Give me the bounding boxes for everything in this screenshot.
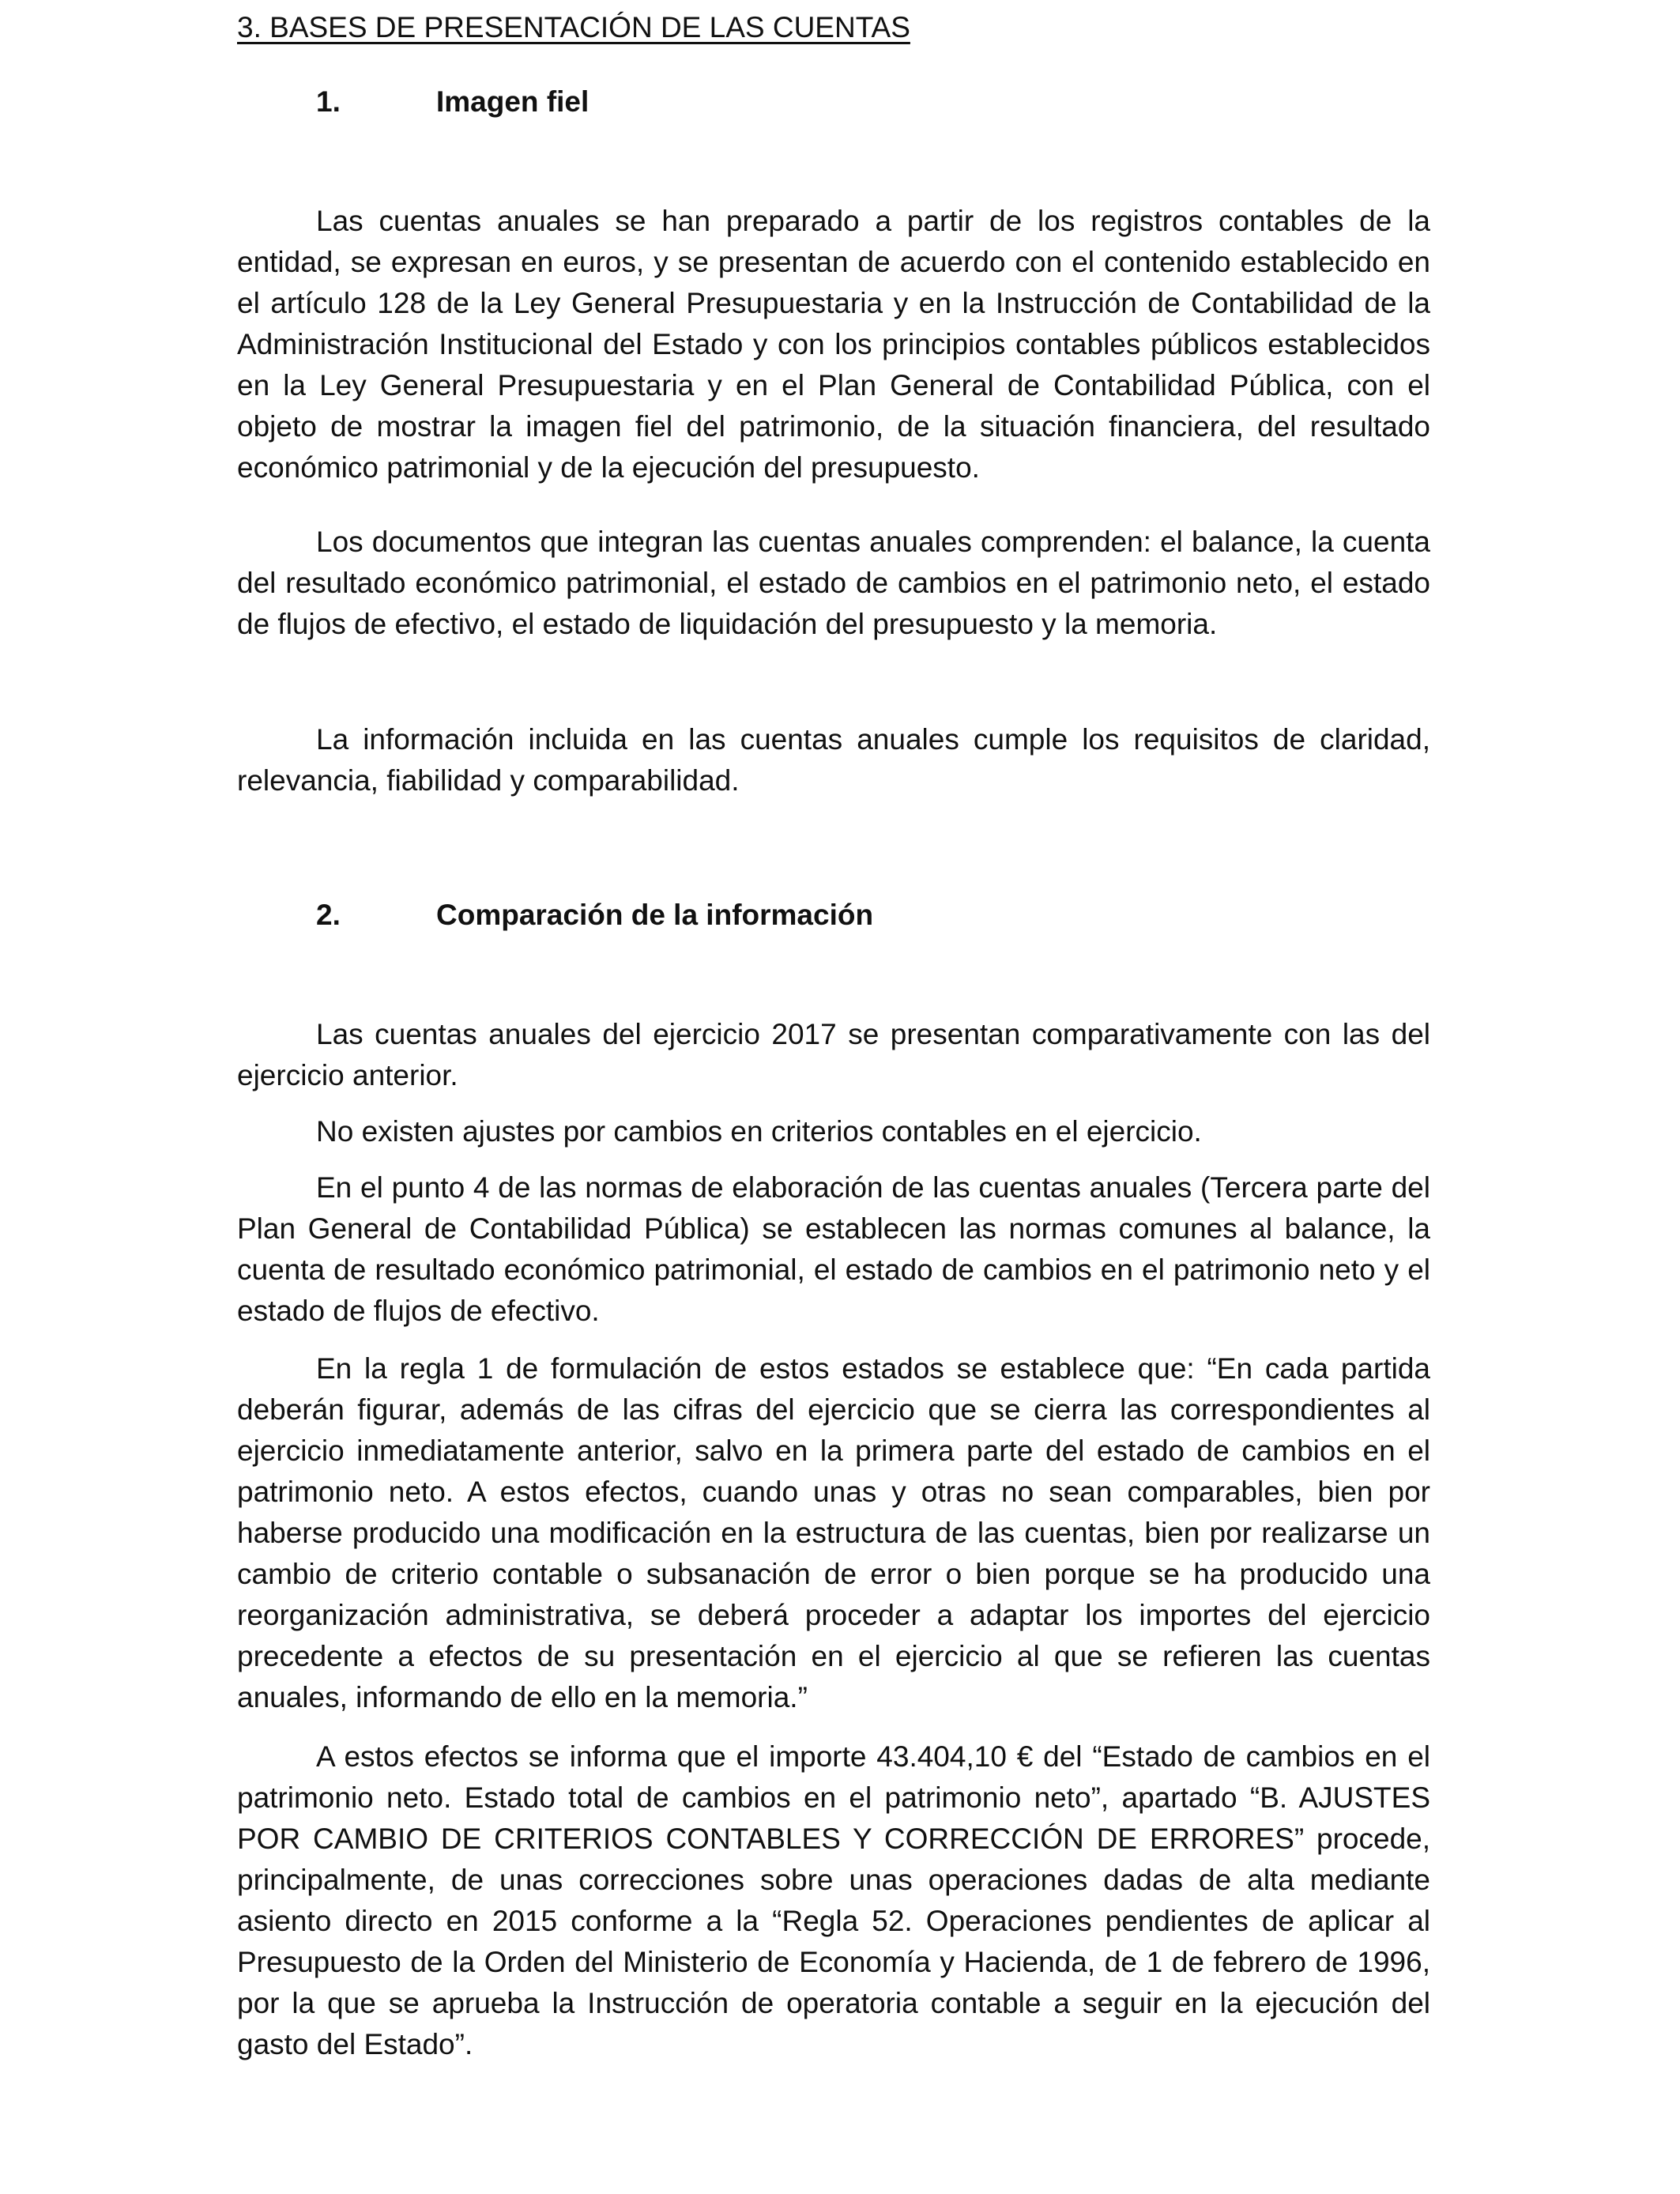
paragraph: No existen ajustes por cambios en criterios contables en el ejercicio. <box>316 1115 1202 1148</box>
paragraph: La información incluida en las cuentas anuales cumple los requisitos de claridad, relevancia, fiabilidad y comparabilidad. <box>237 723 1430 797</box>
main-heading: 3. BASES DE PRESENTACIÓN DE LAS CUENTAS <box>237 11 910 43</box>
section-1-title: Imagen fiel <box>436 85 590 118</box>
section-1-heading <box>316 85 589 119</box>
section-2-heading <box>316 899 873 932</box>
paragraph: A estos efectos se informa que el importe 43.404,10 € del “Estado de cambios en el patrimonio neto. Estado total de cambios en el patrimonio neto”, apartado “B. AJUSTES POR CAMBIO DE CRITERIOS CONTABLES Y CORRECCIÓN DE ERRORES” procede, principalmente, de unas correcciones sobre unas operaciones dadas de alta mediante asiento directo en 2015 conforme a la “Regla 52. Operaciones pendientes de aplicar al Presupuesto de la Orden del Ministerio de Economía y Hacienda, de 1 de febrero de 1996, por la que se aprueba la Instrucción de operatoria contable a seguir en la ejecución del gasto del Estado”. <box>237 1740 1430 2060</box>
paragraph: Las cuentas anuales se han preparado a partir de los registros contables de la entidad, se expresan en euros, y se presentan de acuerdo con el contenido establecido en el artículo 128 de la Ley General Presupuestaria y en la Instrucción de Contabilidad de la Administración Institucional del Estado y con los principios contables públicos establecidos en la Ley General Presupuestaria y en el Plan General de Contabilidad Pública, con el objeto de mostrar la imagen fiel del patrimonio, de la situación financiera, del resultado económico patrimonial y de la ejecución del presupuesto. <box>237 205 1430 484</box>
paragraph: Los documentos que integran las cuentas anuales comprenden: el balance, la cuenta del resultado económico patrimonial, el estado de cambios en el patrimonio neto, el estado de flujos de efectivo, el estado de liquidación del presupuesto y la memoria. <box>237 526 1430 640</box>
section-2-title: Comparación de la información <box>436 899 874 931</box>
paragraph: En el punto 4 de las normas de elaboración de las cuentas anuales (Tercera parte del Plan General de Contabilidad Pública) se establecen las normas comunes al balance, la cuenta de resultado económico patrimonial, el estado de cambios en el patrimonio neto y el estado de flujos de efectivo. <box>237 1171 1430 1327</box>
section-2-number: 2. <box>316 899 341 931</box>
section-1-number: 1. <box>316 85 341 118</box>
paragraph: En la regla 1 de formulación de estos estados se establece que: “En cada partida deberán figurar, además de las cifras del ejercicio que se cierra las correspondientes al ejercicio inmediatamente anterior, salvo en la primera parte del estado de cambios en el patrimonio neto. A estos efectos, cuando unas y otras no sean comparables, bien por haberse producido una modificación en la estructura de las cuentas, bien por realizarse un cambio de criterio contable o subsanación de error o bien porque se ha producido una reorganización administrativa, se deberá proceder a adaptar los importes del ejercicio precedente a efectos de su presentación en el ejercicio al que se refieren las cuentas anuales, informando de ello en la memoria.” <box>237 1352 1430 1713</box>
paragraph: Las cuentas anuales del ejercicio 2017 se presentan comparativamente con las del ejercicio anterior. <box>237 1018 1430 1091</box>
